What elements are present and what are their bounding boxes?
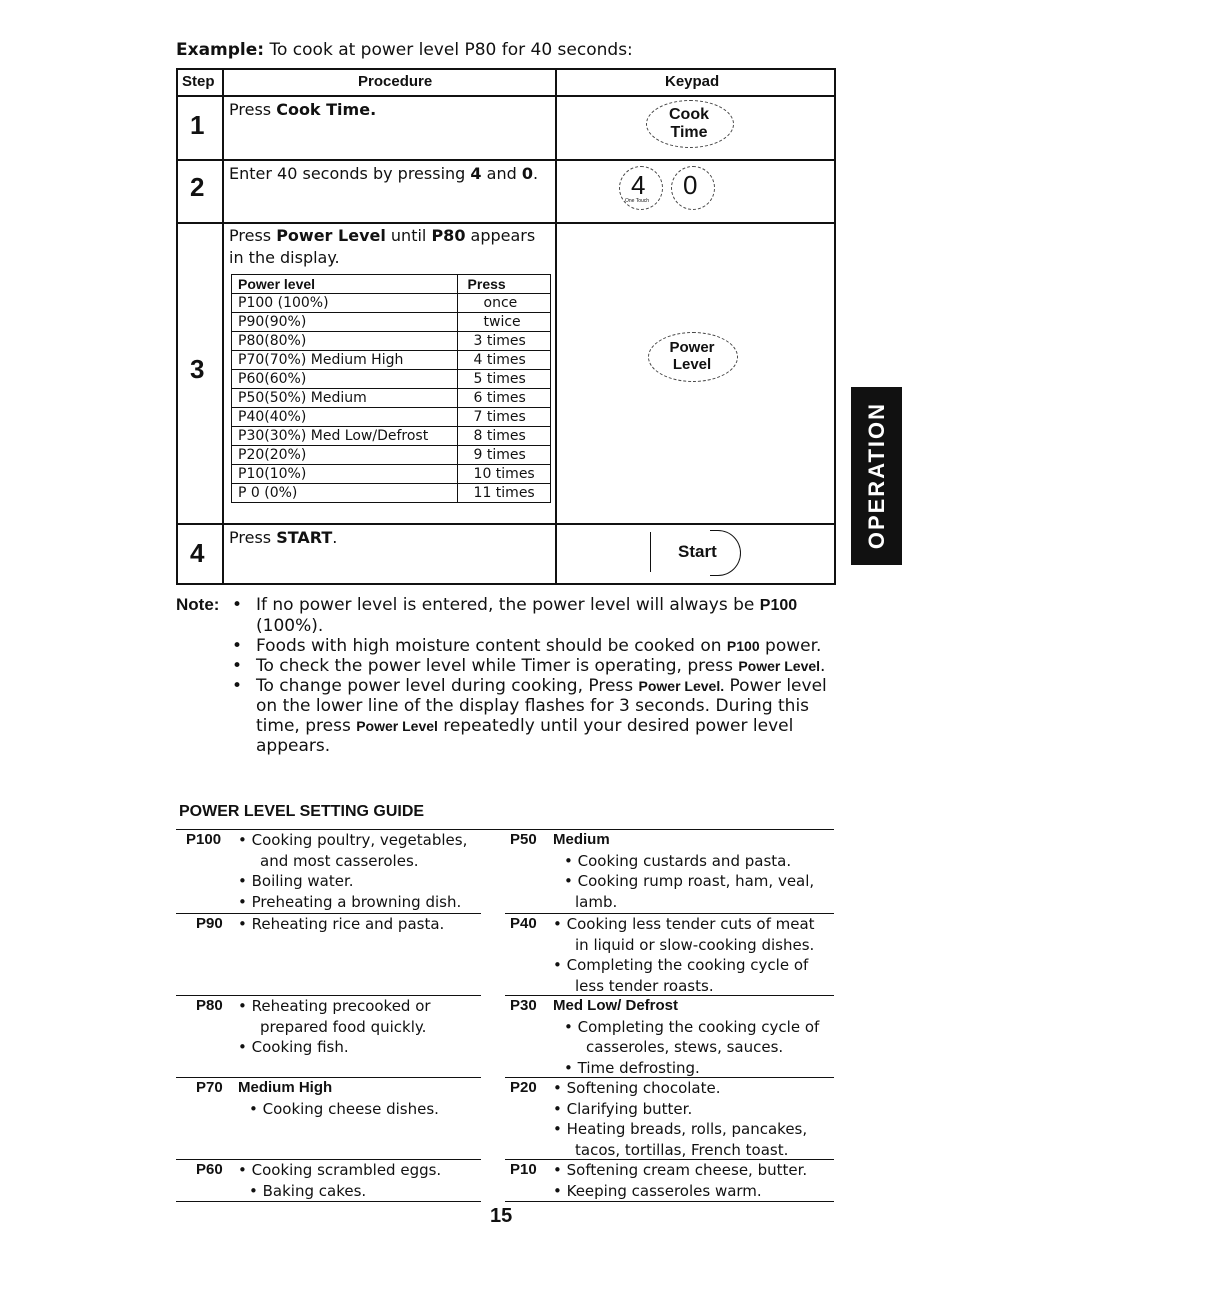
header-step: Step (182, 73, 215, 90)
step-procedure-1: Press Cook Time. (229, 100, 377, 119)
notes-label: Note: (176, 595, 220, 614)
digit-0-key: 0 (671, 166, 717, 212)
header-keypad: Keypad (665, 73, 720, 90)
operation-side-tab: OPERATION (851, 387, 902, 565)
guide-entry-p90: P90 • Reheating rice and pasta. (176, 913, 481, 995)
table-row: P30(30%) Med Low/Defrost 8 times (232, 427, 551, 446)
guide-entry-p50: P50 Medium • Cooking custards and pasta. • Cooking rump roast, ham, veal, lamb. (505, 829, 834, 913)
page-number: 15 (490, 1205, 513, 1227)
example-line (176, 40, 633, 60)
example-text: To cook at power level P80 for 40 seconds: (264, 40, 633, 60)
table-row: P50(50%) Medium 6 times (232, 389, 551, 408)
table-row: P 0 (0%) 11 times (232, 484, 551, 503)
note-item: • To check the power level while Timer is operating, press Power Level. (232, 656, 832, 676)
guide-entry-p40: P40 • Cooking less tender cuts of meat in liquid or slow-cooking dishes. • Completing the cooking cycle of less tender roasts. (505, 913, 834, 995)
power-level-key: Power Level (648, 332, 740, 384)
header-procedure: Procedure (358, 73, 433, 90)
step-number-2: 2 (190, 172, 205, 202)
step-number-4: 4 (190, 538, 205, 568)
table-row: P20(20%) 9 times (232, 446, 551, 465)
steps-table (176, 68, 836, 585)
step-number-3: 3 (190, 354, 205, 384)
step-procedure-4: Press START. (229, 528, 338, 547)
table-row: P100 (100%) once (232, 294, 551, 313)
guide-entry-p20: P20 • Softening chocolate. • Clarifying butter. • Heating breads, rolls, pancakes, tacos, tortillas, French toast. (505, 1077, 834, 1159)
step-procedure-2: Enter 40 seconds by pressing 4 and 0. (229, 164, 539, 183)
step-procedure-3: Press Power Level until P80 appears in the display. (229, 226, 536, 267)
table-row: P10(10%) 10 times (232, 465, 551, 484)
guide-left-column (176, 829, 505, 1202)
table-row: P80(80%) 3 times (232, 332, 551, 351)
table-row: P60(60%) 5 times (232, 370, 551, 389)
start-key: Start (650, 530, 750, 576)
guide-entry-p10: P10 • Softening cream cheese, butter. • Keeping casseroles warm. (505, 1159, 834, 1201)
steps-header-row (178, 70, 834, 97)
cook-time-key: Cook Time (646, 100, 736, 150)
table-row: P90(90%) twice (232, 313, 551, 332)
table-row: P40(40%) 7 times (232, 408, 551, 427)
example-label: Example: (176, 40, 265, 60)
power-level-table (231, 274, 551, 503)
guide-entry-p100: P100 • Cooking poultry, vegetables, and most casseroles. • Boiling water. • Preheating a browning dish. (176, 829, 505, 913)
guide-entry-p70: P70 Medium High • Cooking cheese dishes. (176, 1077, 481, 1159)
note-item: • If no power level is entered, the power level will always be P100 (100%). (232, 595, 832, 636)
guide-right-column (505, 829, 834, 1202)
step-number-1: 1 (190, 110, 205, 140)
note-item: • To change power level during cooking, Press Power Level. Power level on the lower line of the display flashes for 3 seconds. During this time, press Power Level repeatedly until your desired power level appears. (232, 676, 832, 756)
guide-entry-p80: P80 • Reheating precooked or prepared food quickly. • Cooking fish. (176, 995, 481, 1077)
table-row: P70(70%) Medium High 4 times (232, 351, 551, 370)
guide-title: POWER LEVEL SETTING GUIDE (179, 803, 425, 820)
guide-entry-p60: P60 • Cooking scrambled eggs. • Baking cakes. (176, 1159, 481, 1201)
power-level-table-header: Power level Press (232, 275, 551, 294)
digit-4-key: 4 One Touch (619, 166, 665, 212)
note-item: • Foods with high moisture content should be cooked on P100 power. (232, 636, 832, 656)
guide-entry-p30: P30 Med Low/ Defrost • Completing the cooking cycle of casseroles, stews, sauces. • Time defrosting. (505, 995, 834, 1077)
